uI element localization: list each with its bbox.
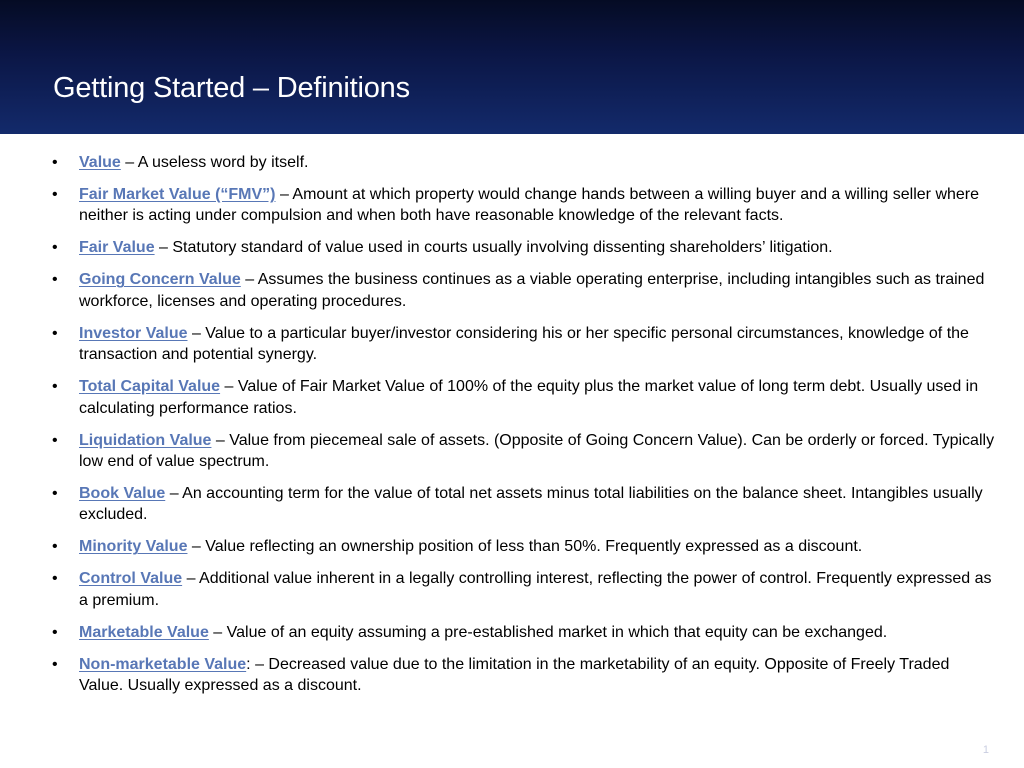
list-item: [52, 237, 997, 258]
page-number: 1: [982, 744, 989, 756]
term-link[interactable]: Fair Market Value (“FMV”): [79, 186, 276, 203]
definition-text: – An accounting term for the value of total net assets minus total liabilities on the balance sheet. Intangibles usually excluded.: [79, 485, 983, 524]
term-link[interactable]: Going Concern Value: [79, 271, 241, 289]
bullet-icon: •: [52, 271, 58, 289]
bullet-icon: •: [52, 655, 58, 673]
definitions-body: [52, 152, 997, 707]
term-link[interactable]: Fair Value: [79, 239, 155, 257]
term-link[interactable]: Value: [79, 154, 121, 171]
list-item: [52, 483, 997, 526]
term-link[interactable]: Non-marketable Value: [79, 655, 247, 673]
bullet-icon: •: [52, 570, 58, 588]
definition-text: – Value reflecting an ownership position of less than 50%. Frequently expressed as a discount.: [187, 538, 863, 556]
term-link[interactable]: Book Value: [79, 485, 166, 503]
definition-text: – Value to a particular buyer/investor considering his or her specific personal circumstances, knowledge of the transaction and potential synergy.: [79, 324, 969, 364]
bullet-icon: •: [52, 154, 58, 171]
list-item: [52, 152, 997, 173]
list-item: [52, 269, 997, 312]
definition-text: – Value of an equity assuming a pre-established market in which that equity can be exchanged.: [208, 623, 888, 641]
list-item: [52, 536, 997, 557]
definition-text: – A useless word by itself.: [120, 154, 309, 171]
definition-text: – Statutory standard of value used in courts usually involving dissenting shareholders’ litigation.: [154, 239, 833, 257]
term-link[interactable]: Marketable Value: [79, 623, 209, 641]
slide-header: [0, 0, 1024, 134]
term-link[interactable]: Liquidation Value: [79, 431, 212, 449]
list-item: [52, 430, 997, 473]
definition-text: – Value of Fair Market Value of 100% of the equity plus the market value of long term debt. Usually used in calculating performance ratios.: [79, 378, 979, 417]
list-item: [52, 568, 997, 611]
bullet-icon: •: [52, 485, 58, 503]
definitions-list: [52, 152, 997, 697]
term-link[interactable]: Minority Value: [79, 538, 188, 556]
bullet-icon: •: [52, 186, 58, 203]
definition-text: – Value from piecemeal sale of assets. (Opposite of Going Concern Value). Can be orderly or forced. Typically low end of value spectrum.: [79, 431, 995, 471]
bullet-icon: •: [52, 324, 58, 342]
term-link[interactable]: Control Value: [79, 570, 183, 588]
bullet-icon: •: [52, 378, 58, 396]
definition-text: : – Decreased value due to the limitation in the marketability of an equity. Opposite of Freely Traded Value. Usually expressed as a discount.: [79, 655, 950, 695]
bullet-icon: •: [52, 538, 58, 556]
definition-text: – Amount at which property would change hands between a willing buyer and a willing seller where neither is acting under compulsion and when both have reasonable knowledge of the relevant facts.: [79, 186, 980, 225]
slide-title: Getting Started – Definitions: [53, 72, 410, 104]
bullet-icon: •: [52, 239, 58, 257]
definition-text: – Additional value inherent in a legally controlling interest, reflecting the power of control. Frequently expressed as a premium.: [79, 570, 992, 609]
bullet-icon: •: [52, 623, 58, 641]
list-item: [52, 323, 997, 366]
term-link[interactable]: Total Capital Value: [79, 378, 221, 396]
list-item: [52, 622, 997, 643]
list-item: [52, 376, 997, 419]
definition-text: – Assumes the business continues as a viable operating enterprise, including intangibles such as trained workforce, licenses and operating procedures.: [79, 271, 985, 310]
term-link[interactable]: Investor Value: [79, 324, 188, 342]
bullet-icon: •: [52, 431, 58, 449]
list-item: [52, 654, 997, 697]
list-item: [52, 184, 997, 227]
